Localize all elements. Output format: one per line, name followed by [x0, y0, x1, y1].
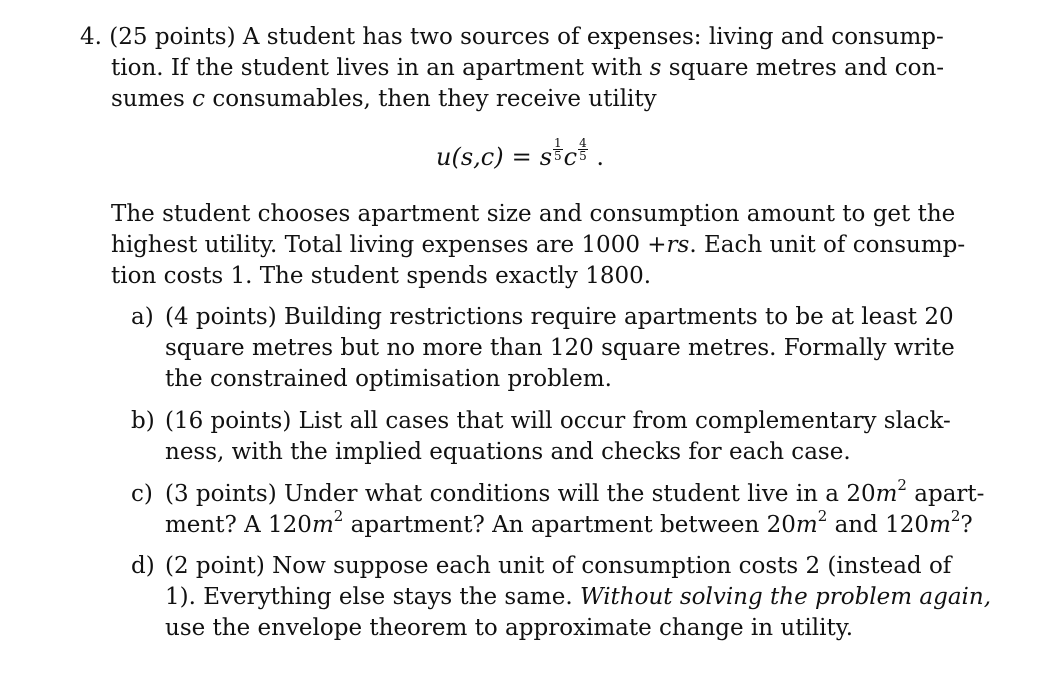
unit-m: m	[311, 512, 334, 538]
part-c-line-2	[165, 507, 973, 541]
part-c-text-5: and 120	[827, 512, 930, 538]
part-a-line-2: square metres but no more than 120 square metres. Formally write	[165, 335, 955, 361]
exp-c-num: 4	[579, 136, 587, 150]
part-c-text-6: ?	[960, 512, 973, 538]
body-text-3: . Each unit of consump-	[689, 232, 966, 258]
exponent-c	[578, 137, 588, 162]
var-s: s	[649, 55, 662, 81]
part-c-label: c)	[131, 481, 153, 507]
intro-text-5: consumables, then they receive utility	[212, 86, 657, 112]
part-a-line-1: (4 points) Building restrictions require apartments to be at least 20	[165, 304, 954, 330]
exponent-s	[553, 137, 563, 162]
body-line-2	[111, 230, 965, 261]
question-line-1	[80, 22, 944, 53]
equation-equals: =	[511, 143, 532, 171]
part-d-label: d)	[131, 553, 155, 579]
part-c-text-2: apart-	[906, 481, 985, 507]
part-b-line-1: (16 points) List all cases that will occur from complementary slack-	[165, 408, 951, 434]
unit-exp: 2	[950, 507, 961, 526]
intro-text-4: sumes	[111, 86, 185, 112]
unit-m: m	[875, 481, 898, 507]
body-text-2: highest utility. Total living expenses are 1000 +	[111, 232, 667, 258]
equation-period: .	[596, 143, 605, 171]
question-line-3	[111, 84, 657, 115]
part-d-line-3: use the envelope theorem to approximate change in utility.	[165, 615, 854, 641]
exp-s-num: 1	[554, 136, 562, 150]
equation-base-s: s	[539, 143, 553, 171]
unit-exp: 2	[333, 507, 344, 526]
part-d-line-2	[165, 582, 991, 613]
part-d-line-1: (2 point) Now suppose each unit of consumption costs 2 (instead of	[165, 553, 952, 579]
part-c-text-3: ment? A 120	[165, 512, 312, 538]
part-c-line-1	[165, 476, 985, 510]
part-a-line-3: the constrained optimisation problem.	[165, 366, 612, 392]
part-c-text-1: (3 points) Under what conditions will the student live in a 20	[165, 481, 876, 507]
intro-text-1: A student has two sources of expenses: living and consump-	[242, 24, 944, 50]
exp-c-den: 5	[579, 149, 587, 163]
intro-text-2: tion. If the student lives in an apartment with	[111, 55, 643, 81]
exp-s-den: 5	[554, 149, 562, 163]
var-rs: rs	[666, 232, 690, 258]
part-b-label: b)	[131, 408, 155, 434]
equation-lhs: u(s,c)	[436, 143, 504, 171]
part-c-text-4: apartment? An apartment between 20	[343, 512, 796, 538]
question-line-2	[111, 53, 944, 84]
var-c: c	[192, 86, 206, 112]
unit-exp: 2	[897, 476, 907, 495]
question-points: (25 points)	[109, 24, 236, 50]
body-line-1: The student chooses apartment size and consumption amount to get the	[111, 201, 956, 227]
unit-exp: 2	[817, 507, 828, 526]
utility-equation	[436, 136, 605, 173]
part-b-line-2: ness, with the implied equations and checks for each case.	[165, 439, 851, 465]
part-d-text-1: 1). Everything else stays the same.	[165, 584, 573, 610]
equation-base-c: c	[563, 143, 578, 171]
part-d-italic: Without solving the problem again,	[579, 584, 992, 610]
unit-m: m	[795, 512, 818, 538]
part-a-label: a)	[131, 304, 154, 330]
intro-text-3: square metres and con-	[668, 55, 945, 81]
question-number: 4.	[80, 24, 102, 50]
unit-m: m	[929, 512, 951, 538]
body-line-3: tion costs 1. The student spends exactly 1800.	[111, 263, 652, 289]
